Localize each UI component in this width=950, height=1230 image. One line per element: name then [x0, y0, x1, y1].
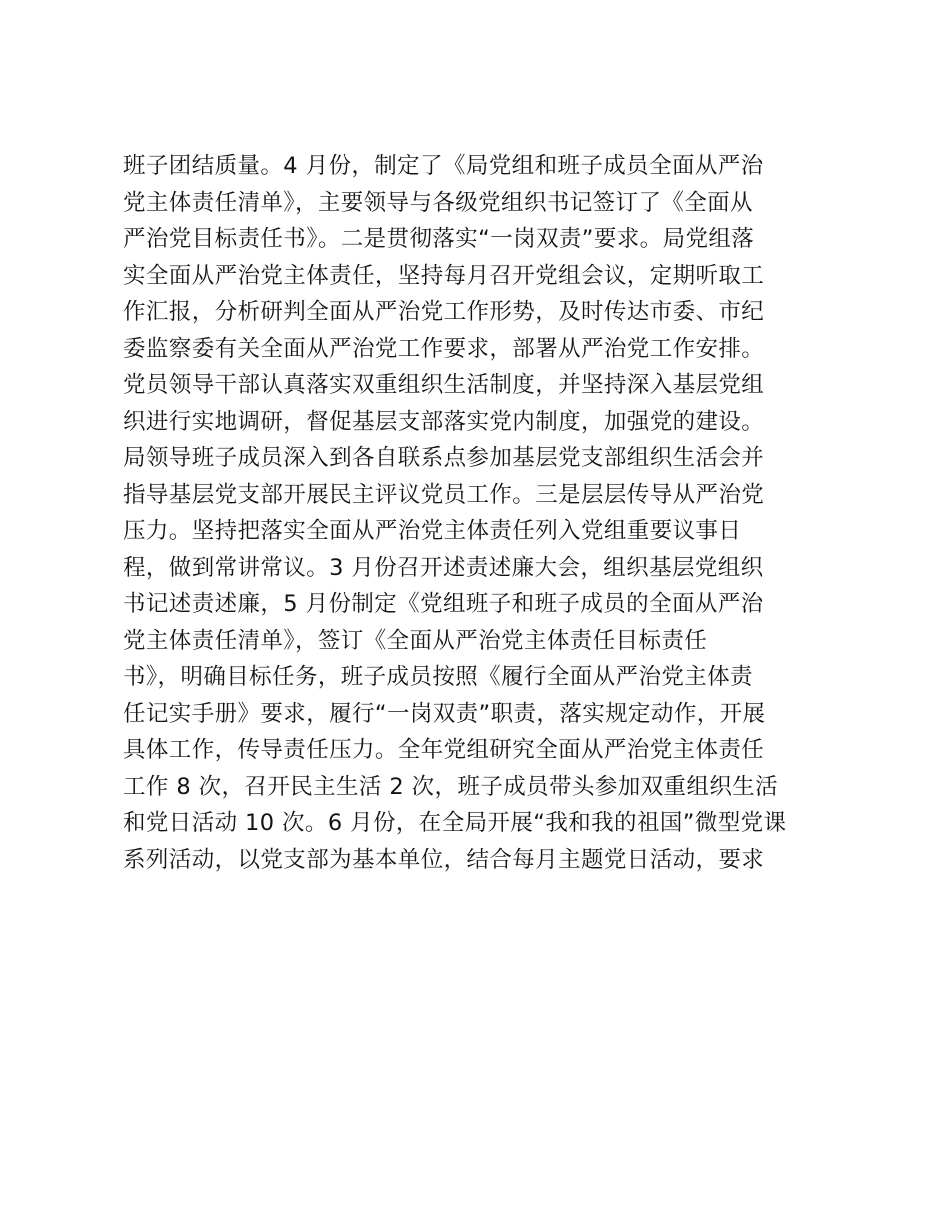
text-line: 任记实手册》要求，履行“一岗双责”职责，落实规定动作，开展 — [123, 700, 766, 727]
text-line: 书记述责述廉，5 月份制定《党组班子和班子成员的全面从严治 — [123, 591, 764, 617]
text-line: 委监察委有关全面从严治党工作要求，部署从严治党工作安排。 — [123, 335, 765, 362]
text-line: 班子团结质量。4 月份，制定了《局党组和班子成员全面从严治 — [123, 153, 764, 179]
text-line: 实全面从严治党主体责任，坚持每月召开党组会议，定期听取工 — [123, 262, 765, 289]
text-line: 程，做到常讲常议。3 月份召开述责述廉大会，组织基层党组织 — [123, 554, 764, 581]
text-line: 党主体责任清单》，签订《全面从严治党主体责任目标责任 — [123, 627, 708, 654]
text-line: 党员领导干部认真落实双重组织生活制度，并坚持深入基层党组 — [123, 372, 765, 398]
text-line: 织进行实地调研，督促基层支部落实党内制度，加强党的建设。 — [123, 408, 765, 435]
body-text — [123, 148, 843, 878]
text-line: 压力。坚持把落实全面从严治党主体责任列入党组重要议事日 — [123, 518, 742, 544]
text-line: 指导基层党支部开展民主评议党员工作。三是层层传导从严治党 — [123, 481, 765, 508]
text-line: 系列活动，以党支部为基本单位，结合每月主题党日活动，要求 — [123, 846, 765, 873]
text-line: 具体工作，传导责任压力。全年党组研究全面从严治党主体责任 — [123, 737, 765, 763]
text-line: 和党日活动 10 次。6 月份，在全局开展“我和我的祖国”微型党课 — [123, 810, 787, 836]
text-line: 作汇报，分析研判全面从严治党工作形势，及时传达市委、市纪 — [123, 299, 765, 325]
text-line: 工作 8 次，召开民主生活 2 次，班子成员带头参加双重组织生活 — [123, 773, 779, 800]
text-line: 严治党目标责任书》。二是贯彻落实“一岗双责”要求。局党组落 — [123, 226, 755, 252]
text-line: 书》，明确目标任务，班子成员按照《履行全面从严治党主体责 — [123, 664, 753, 690]
text-line: 党主体责任清单》，主要领导与各级党组织书记签订了《全面从 — [123, 189, 753, 216]
text-line: 局领导班子成员深入到各自联系点参加基层党支部组织生活会并 — [123, 445, 765, 471]
